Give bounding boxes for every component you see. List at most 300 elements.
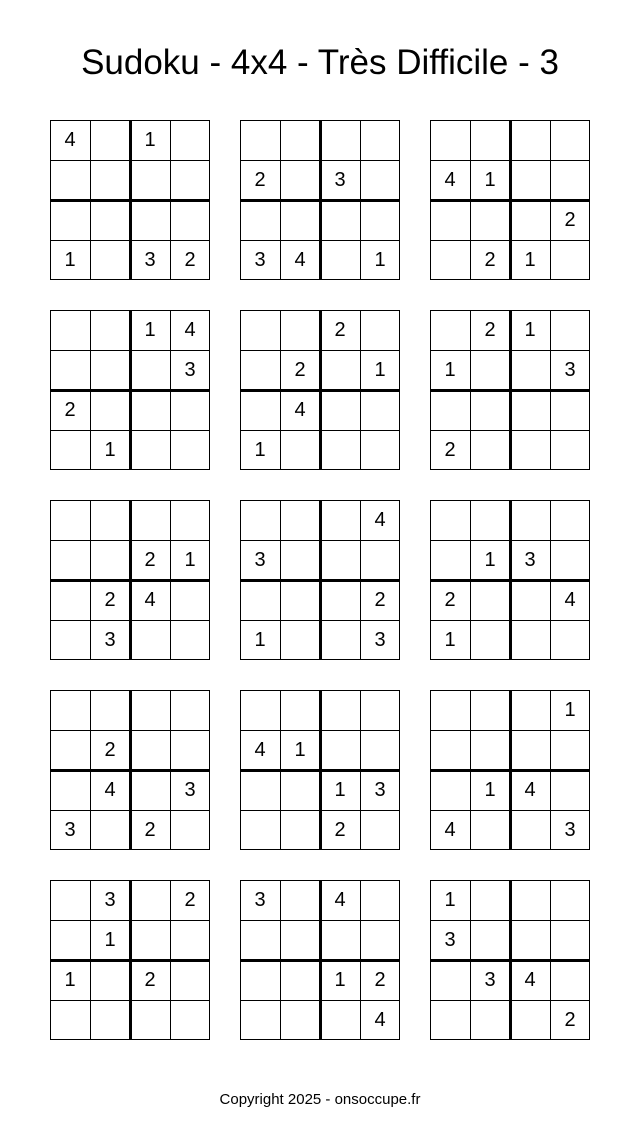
grid-line-vertical bbox=[90, 500, 91, 660]
sudoku-cell[interactable] bbox=[50, 350, 90, 390]
sudoku-cell[interactable] bbox=[130, 770, 170, 810]
grid-line-vertical bbox=[589, 500, 590, 660]
sudoku-cell[interactable]: 2 bbox=[334, 818, 346, 841]
sudoku-cell[interactable] bbox=[510, 160, 550, 200]
sudoku-cell[interactable] bbox=[470, 120, 510, 160]
sudoku-cell[interactable] bbox=[50, 310, 90, 350]
sudoku-cell[interactable] bbox=[170, 1000, 210, 1040]
sudoku-cell[interactable] bbox=[360, 200, 400, 240]
sudoku-cell[interactable]: 3 bbox=[484, 968, 496, 991]
sudoku-cell[interactable] bbox=[280, 430, 320, 470]
sudoku-cell[interactable] bbox=[130, 920, 170, 960]
sudoku-cell[interactable] bbox=[280, 920, 320, 960]
sudoku-cell[interactable]: 4 bbox=[374, 1008, 386, 1031]
sudoku-cell[interactable]: 3 bbox=[104, 888, 116, 911]
sudoku-cell[interactable] bbox=[50, 540, 90, 580]
grid-line-vertical bbox=[50, 690, 51, 850]
sudoku-cell[interactable] bbox=[550, 310, 590, 350]
sudoku-cell[interactable] bbox=[360, 540, 400, 580]
sudoku-cell[interactable]: 4 bbox=[254, 738, 266, 761]
sudoku-cell[interactable] bbox=[360, 160, 400, 200]
sudoku-cell[interactable]: 4 bbox=[444, 168, 456, 191]
sudoku-cell[interactable] bbox=[240, 810, 280, 850]
sudoku-cell[interactable]: 1 bbox=[484, 168, 496, 191]
sudoku-cell[interactable]: 3 bbox=[564, 818, 576, 841]
grid-line-vertical bbox=[280, 690, 281, 850]
sudoku-cell[interactable]: 3 bbox=[374, 778, 386, 801]
sudoku-cell[interactable] bbox=[510, 690, 550, 730]
sudoku-cell[interactable]: 4 bbox=[524, 968, 536, 991]
sudoku-cell[interactable] bbox=[90, 310, 130, 350]
grid-line-vertical bbox=[399, 880, 400, 1040]
sudoku-cell[interactable] bbox=[430, 690, 470, 730]
sudoku-grid bbox=[430, 500, 590, 660]
sudoku-cell[interactable]: 3 bbox=[184, 778, 196, 801]
sudoku-cell[interactable]: 4 bbox=[564, 588, 576, 611]
sudoku-cell[interactable] bbox=[320, 240, 360, 280]
sudoku-cell[interactable] bbox=[320, 690, 360, 730]
sudoku-cell[interactable]: 4 bbox=[184, 318, 196, 341]
sudoku-cell[interactable] bbox=[50, 620, 90, 660]
grid-line-vertical bbox=[399, 690, 400, 850]
sudoku-cell[interactable] bbox=[90, 810, 130, 850]
grid-line-vertical bbox=[399, 310, 400, 470]
sudoku-cell[interactable] bbox=[130, 430, 170, 470]
sudoku-cell[interactable] bbox=[360, 810, 400, 850]
grid-line-vertical bbox=[399, 120, 400, 280]
sudoku-cell[interactable] bbox=[470, 730, 510, 770]
sudoku-cell[interactable] bbox=[470, 880, 510, 920]
sudoku-cell[interactable] bbox=[280, 770, 320, 810]
sudoku-cell[interactable]: 1 bbox=[484, 548, 496, 571]
grid-line-vertical bbox=[240, 880, 241, 1040]
sudoku-cell[interactable]: 2 bbox=[484, 248, 496, 271]
grid-line-vertical bbox=[170, 310, 171, 470]
sudoku-cell[interactable] bbox=[170, 960, 210, 1000]
sudoku-cell[interactable] bbox=[550, 960, 590, 1000]
sudoku-cell[interactable] bbox=[90, 120, 130, 160]
grid-line-vertical bbox=[50, 880, 51, 1040]
copyright-footer: Copyright 2025 - onsoccupe.fr bbox=[219, 1091, 421, 1108]
sudoku-cell[interactable]: 2 bbox=[104, 738, 116, 761]
sudoku-grid bbox=[240, 690, 400, 850]
sudoku-cell[interactable] bbox=[510, 200, 550, 240]
sudoku-cell[interactable] bbox=[170, 580, 210, 620]
sudoku-cell[interactable] bbox=[430, 240, 470, 280]
sudoku-cell[interactable] bbox=[50, 580, 90, 620]
sudoku-cell[interactable]: 4 bbox=[524, 778, 536, 801]
sudoku-cell[interactable] bbox=[510, 920, 550, 960]
sudoku-cell[interactable] bbox=[130, 1000, 170, 1040]
sudoku-cell[interactable] bbox=[130, 500, 170, 540]
grid-line-vertical bbox=[360, 500, 361, 660]
sudoku-cell[interactable] bbox=[50, 430, 90, 470]
sudoku-cell[interactable]: 3 bbox=[564, 358, 576, 381]
sudoku-cell[interactable] bbox=[550, 500, 590, 540]
sudoku-cell[interactable] bbox=[170, 500, 210, 540]
sudoku-cell[interactable]: 3 bbox=[254, 248, 266, 271]
sudoku-cell[interactable] bbox=[240, 770, 280, 810]
sudoku-cell[interactable] bbox=[470, 430, 510, 470]
sudoku-grid bbox=[50, 880, 210, 1040]
sudoku-cell[interactable]: 1 bbox=[444, 888, 456, 911]
sudoku-cell[interactable]: 2 bbox=[374, 588, 386, 611]
grid-line-vertical bbox=[170, 880, 171, 1040]
sudoku-cell[interactable] bbox=[470, 620, 510, 660]
sudoku-cell[interactable] bbox=[470, 350, 510, 390]
sudoku-cell[interactable] bbox=[50, 730, 90, 770]
grid-line-vertical bbox=[430, 690, 431, 850]
sudoku-cell[interactable]: 3 bbox=[444, 928, 456, 951]
sudoku-cell[interactable] bbox=[130, 350, 170, 390]
sudoku-cell[interactable] bbox=[320, 1000, 360, 1040]
sudoku-cell[interactable] bbox=[280, 160, 320, 200]
sudoku-cell[interactable]: 4 bbox=[294, 248, 306, 271]
sudoku-cell[interactable] bbox=[360, 310, 400, 350]
grid-line-vertical bbox=[170, 500, 171, 660]
sudoku-cell[interactable] bbox=[170, 730, 210, 770]
sudoku-cell[interactable] bbox=[430, 120, 470, 160]
box-divider-vertical bbox=[319, 880, 322, 1040]
sudoku-cell[interactable] bbox=[320, 430, 360, 470]
sudoku-cell[interactable] bbox=[320, 120, 360, 160]
sudoku-cell[interactable] bbox=[430, 540, 470, 580]
sudoku-cell[interactable]: 2 bbox=[144, 818, 156, 841]
grid-line-vertical bbox=[550, 310, 551, 470]
sudoku-cell[interactable]: 2 bbox=[564, 1008, 576, 1031]
sudoku-cell[interactable] bbox=[90, 690, 130, 730]
sudoku-cell[interactable] bbox=[240, 120, 280, 160]
sudoku-cell[interactable] bbox=[280, 880, 320, 920]
sudoku-cell[interactable] bbox=[550, 770, 590, 810]
grid-line-vertical bbox=[90, 880, 91, 1040]
sudoku-cell[interactable]: 2 bbox=[64, 398, 76, 421]
sudoku-cell[interactable]: 1 bbox=[104, 928, 116, 951]
sudoku-cell[interactable] bbox=[430, 770, 470, 810]
sudoku-cell[interactable]: 1 bbox=[144, 318, 156, 341]
sudoku-cell[interactable] bbox=[320, 580, 360, 620]
sudoku-cell[interactable] bbox=[90, 200, 130, 240]
sudoku-cell[interactable] bbox=[170, 920, 210, 960]
grid-line-vertical bbox=[360, 690, 361, 850]
sudoku-cell[interactable] bbox=[470, 1000, 510, 1040]
grid-line-vertical bbox=[209, 880, 210, 1040]
sudoku-cell[interactable] bbox=[240, 500, 280, 540]
sudoku-cell[interactable]: 1 bbox=[374, 358, 386, 381]
sudoku-cell[interactable]: 2 bbox=[374, 968, 386, 991]
grid-line-vertical bbox=[470, 120, 471, 280]
sudoku-cell[interactable]: 3 bbox=[374, 628, 386, 651]
sudoku-cell[interactable]: 1 bbox=[144, 128, 156, 151]
sudoku-cell[interactable]: 1 bbox=[334, 778, 346, 801]
sudoku-cell[interactable]: 1 bbox=[374, 248, 386, 271]
box-divider-vertical bbox=[129, 880, 132, 1040]
sudoku-cell[interactable] bbox=[550, 540, 590, 580]
sudoku-cell[interactable]: 3 bbox=[144, 248, 156, 271]
sudoku-cell[interactable] bbox=[550, 880, 590, 920]
grid-line-vertical bbox=[589, 880, 590, 1040]
sudoku-cell[interactable] bbox=[90, 350, 130, 390]
sudoku-cell[interactable] bbox=[320, 500, 360, 540]
sudoku-cell[interactable] bbox=[50, 160, 90, 200]
sudoku-cell[interactable] bbox=[470, 390, 510, 430]
sudoku-cell[interactable] bbox=[510, 350, 550, 390]
sudoku-cell[interactable] bbox=[90, 160, 130, 200]
sudoku-cell[interactable] bbox=[280, 960, 320, 1000]
sudoku-cell[interactable] bbox=[90, 540, 130, 580]
sudoku-cell[interactable] bbox=[280, 120, 320, 160]
sudoku-cell[interactable] bbox=[50, 920, 90, 960]
box-divider-vertical bbox=[509, 880, 512, 1040]
grid-line-vertical bbox=[470, 690, 471, 850]
sudoku-cell[interactable] bbox=[170, 120, 210, 160]
sudoku-cell[interactable] bbox=[510, 580, 550, 620]
sudoku-cell[interactable] bbox=[430, 1000, 470, 1040]
sudoku-cell[interactable] bbox=[510, 620, 550, 660]
sudoku-cell[interactable] bbox=[50, 690, 90, 730]
sudoku-cell[interactable] bbox=[50, 200, 90, 240]
sudoku-grid bbox=[240, 310, 400, 470]
page-title: Sudoku - 4x4 - Très Difficile - 3 bbox=[81, 43, 559, 82]
box-divider-vertical bbox=[509, 690, 512, 850]
sudoku-cell[interactable] bbox=[170, 690, 210, 730]
sudoku-cell[interactable] bbox=[320, 200, 360, 240]
sudoku-cell[interactable] bbox=[50, 770, 90, 810]
sudoku-grid bbox=[240, 880, 400, 1040]
sudoku-cell[interactable] bbox=[550, 730, 590, 770]
sudoku-cell[interactable] bbox=[510, 500, 550, 540]
sudoku-cell[interactable] bbox=[130, 690, 170, 730]
sudoku-cell[interactable] bbox=[170, 620, 210, 660]
sudoku-cell[interactable]: 4 bbox=[444, 818, 456, 841]
sudoku-cell[interactable] bbox=[470, 690, 510, 730]
sudoku-cell[interactable] bbox=[240, 960, 280, 1000]
sudoku-cell[interactable]: 2 bbox=[444, 588, 456, 611]
sudoku-cell[interactable]: 3 bbox=[184, 358, 196, 381]
sudoku-cell[interactable] bbox=[130, 880, 170, 920]
sudoku-cell[interactable] bbox=[90, 500, 130, 540]
sudoku-cell[interactable] bbox=[240, 1000, 280, 1040]
sudoku-cell[interactable]: 1 bbox=[64, 968, 76, 991]
sudoku-cell[interactable]: 4 bbox=[64, 128, 76, 151]
grid-line-vertical bbox=[90, 690, 91, 850]
sudoku-cell[interactable] bbox=[360, 880, 400, 920]
sudoku-cell[interactable] bbox=[170, 390, 210, 430]
sudoku-cell[interactable] bbox=[360, 390, 400, 430]
sudoku-cell[interactable] bbox=[170, 430, 210, 470]
sudoku-cell[interactable]: 2 bbox=[254, 168, 266, 191]
sudoku-cell[interactable] bbox=[130, 390, 170, 430]
grid-line-vertical bbox=[550, 120, 551, 280]
sudoku-cell[interactable] bbox=[470, 920, 510, 960]
sudoku-cell[interactable] bbox=[430, 310, 470, 350]
sudoku-cell[interactable] bbox=[240, 690, 280, 730]
sudoku-cell[interactable]: 2 bbox=[294, 358, 306, 381]
sudoku-cell[interactable] bbox=[550, 430, 590, 470]
box-divider-vertical bbox=[509, 500, 512, 660]
grid-line-vertical bbox=[240, 120, 241, 280]
sudoku-cell[interactable] bbox=[320, 620, 360, 660]
box-divider-vertical bbox=[319, 310, 322, 470]
sudoku-cell[interactable] bbox=[170, 160, 210, 200]
sudoku-cell[interactable] bbox=[550, 240, 590, 280]
sudoku-cell[interactable]: 1 bbox=[564, 698, 576, 721]
sudoku-cell[interactable]: 2 bbox=[334, 318, 346, 341]
sudoku-cell[interactable] bbox=[90, 390, 130, 430]
sudoku-cell[interactable] bbox=[280, 620, 320, 660]
sudoku-cell[interactable] bbox=[280, 580, 320, 620]
grid-line-vertical bbox=[280, 120, 281, 280]
sudoku-cell[interactable] bbox=[280, 500, 320, 540]
sudoku-cell[interactable]: 1 bbox=[524, 248, 536, 271]
sudoku-cell[interactable] bbox=[360, 120, 400, 160]
sudoku-cell[interactable] bbox=[280, 810, 320, 850]
sudoku-cell[interactable] bbox=[510, 730, 550, 770]
sudoku-cell[interactable]: 1 bbox=[104, 438, 116, 461]
grid-line-vertical bbox=[209, 690, 210, 850]
sudoku-cell[interactable] bbox=[320, 350, 360, 390]
sudoku-cell[interactable] bbox=[130, 160, 170, 200]
sudoku-cell[interactable] bbox=[430, 500, 470, 540]
sudoku-cell[interactable]: 3 bbox=[64, 818, 76, 841]
sudoku-cell[interactable]: 1 bbox=[64, 248, 76, 271]
sudoku-cell[interactable] bbox=[430, 960, 470, 1000]
sudoku-cell[interactable] bbox=[240, 350, 280, 390]
sudoku-cell[interactable]: 2 bbox=[104, 588, 116, 611]
sudoku-cell[interactable] bbox=[240, 920, 280, 960]
sudoku-cell[interactable] bbox=[280, 1000, 320, 1040]
sudoku-cell[interactable] bbox=[510, 1000, 550, 1040]
sudoku-cell[interactable]: 1 bbox=[444, 628, 456, 651]
sudoku-cell[interactable] bbox=[360, 690, 400, 730]
sudoku-cell[interactable]: 2 bbox=[484, 318, 496, 341]
box-divider-vertical bbox=[129, 310, 132, 470]
grid-line-vertical bbox=[240, 310, 241, 470]
sudoku-cell[interactable] bbox=[240, 580, 280, 620]
sudoku-cell[interactable]: 4 bbox=[144, 588, 156, 611]
sudoku-cell[interactable] bbox=[280, 200, 320, 240]
sudoku-cell[interactable]: 3 bbox=[254, 888, 266, 911]
sudoku-cell[interactable] bbox=[470, 580, 510, 620]
sudoku-cell[interactable] bbox=[510, 880, 550, 920]
sudoku-cell[interactable]: 1 bbox=[254, 628, 266, 651]
grid-line-vertical bbox=[90, 310, 91, 470]
grid-line-vertical bbox=[360, 120, 361, 280]
sudoku-grid bbox=[50, 120, 210, 280]
grid-line-vertical bbox=[90, 120, 91, 280]
sudoku-cell[interactable]: 1 bbox=[184, 548, 196, 571]
sudoku-cell[interactable] bbox=[90, 960, 130, 1000]
sudoku-cell[interactable]: 2 bbox=[184, 248, 196, 271]
sudoku-cell[interactable] bbox=[470, 200, 510, 240]
sudoku-cell[interactable]: 1 bbox=[524, 318, 536, 341]
grid-line-vertical bbox=[550, 690, 551, 850]
sudoku-cell[interactable]: 2 bbox=[444, 438, 456, 461]
sudoku-cell[interactable] bbox=[320, 540, 360, 580]
sudoku-cell[interactable] bbox=[470, 500, 510, 540]
sudoku-cell[interactable] bbox=[320, 390, 360, 430]
sudoku-cell[interactable] bbox=[130, 200, 170, 240]
sudoku-cell[interactable]: 1 bbox=[444, 358, 456, 381]
sudoku-cell[interactable]: 2 bbox=[184, 888, 196, 911]
sudoku-cell[interactable] bbox=[430, 200, 470, 240]
sudoku-cell[interactable]: 3 bbox=[104, 628, 116, 651]
sudoku-cell[interactable] bbox=[50, 880, 90, 920]
box-divider-vertical bbox=[319, 690, 322, 850]
sudoku-cell[interactable] bbox=[550, 390, 590, 430]
sudoku-cell[interactable] bbox=[550, 120, 590, 160]
sudoku-cell[interactable] bbox=[50, 1000, 90, 1040]
sudoku-cell[interactable]: 2 bbox=[564, 208, 576, 231]
sudoku-cell[interactable]: 3 bbox=[254, 548, 266, 571]
sudoku-cell[interactable]: 3 bbox=[334, 168, 346, 191]
sudoku-cell[interactable]: 2 bbox=[144, 548, 156, 571]
sudoku-cell[interactable]: 4 bbox=[374, 508, 386, 531]
sudoku-cell[interactable]: 4 bbox=[294, 398, 306, 421]
grid-line-vertical bbox=[170, 120, 171, 280]
sudoku-cell[interactable] bbox=[240, 310, 280, 350]
sudoku-cell[interactable] bbox=[170, 810, 210, 850]
grid-line-vertical bbox=[430, 120, 431, 280]
sudoku-cell[interactable] bbox=[280, 310, 320, 350]
sudoku-cell[interactable]: 1 bbox=[334, 968, 346, 991]
sudoku-cell[interactable] bbox=[280, 690, 320, 730]
sudoku-cell[interactable]: 3 bbox=[524, 548, 536, 571]
sudoku-cell[interactable] bbox=[360, 430, 400, 470]
sudoku-cell[interactable]: 1 bbox=[254, 438, 266, 461]
sudoku-cell[interactable] bbox=[360, 730, 400, 770]
sudoku-cell[interactable] bbox=[130, 730, 170, 770]
sudoku-cell[interactable]: 1 bbox=[484, 778, 496, 801]
sudoku-cell[interactable] bbox=[320, 730, 360, 770]
sudoku-cell[interactable]: 2 bbox=[144, 968, 156, 991]
grid-line-vertical bbox=[209, 120, 210, 280]
sudoku-cell[interactable]: 4 bbox=[334, 888, 346, 911]
sudoku-cell[interactable] bbox=[240, 200, 280, 240]
sudoku-cell[interactable] bbox=[510, 430, 550, 470]
sudoku-cell[interactable] bbox=[430, 390, 470, 430]
grid-line-vertical bbox=[430, 310, 431, 470]
sudoku-cell[interactable] bbox=[130, 620, 170, 660]
sudoku-cell[interactable] bbox=[550, 160, 590, 200]
sudoku-cell[interactable] bbox=[510, 390, 550, 430]
sudoku-cell[interactable] bbox=[280, 540, 320, 580]
grid-line-vertical bbox=[209, 500, 210, 660]
box-divider-vertical bbox=[509, 120, 512, 280]
sudoku-cell[interactable] bbox=[510, 810, 550, 850]
sudoku-cell[interactable] bbox=[550, 620, 590, 660]
sudoku-cell[interactable] bbox=[550, 920, 590, 960]
sudoku-cell[interactable] bbox=[90, 1000, 130, 1040]
sudoku-cell[interactable]: 4 bbox=[104, 778, 116, 801]
sudoku-cell[interactable] bbox=[470, 810, 510, 850]
sudoku-cell[interactable]: 1 bbox=[294, 738, 306, 761]
box-divider-vertical bbox=[319, 120, 322, 280]
sudoku-cell[interactable] bbox=[170, 200, 210, 240]
sudoku-cell[interactable] bbox=[360, 920, 400, 960]
sudoku-grid bbox=[50, 690, 210, 850]
sudoku-cell[interactable] bbox=[320, 920, 360, 960]
sudoku-cell[interactable] bbox=[240, 390, 280, 430]
sudoku-cell[interactable] bbox=[50, 500, 90, 540]
sudoku-grid bbox=[430, 690, 590, 850]
sudoku-cell[interactable] bbox=[430, 730, 470, 770]
sudoku-cell[interactable] bbox=[510, 120, 550, 160]
grid-line-vertical bbox=[50, 500, 51, 660]
sudoku-grid bbox=[240, 120, 400, 280]
sudoku-cell[interactable] bbox=[90, 240, 130, 280]
sudoku-grid bbox=[50, 310, 210, 470]
